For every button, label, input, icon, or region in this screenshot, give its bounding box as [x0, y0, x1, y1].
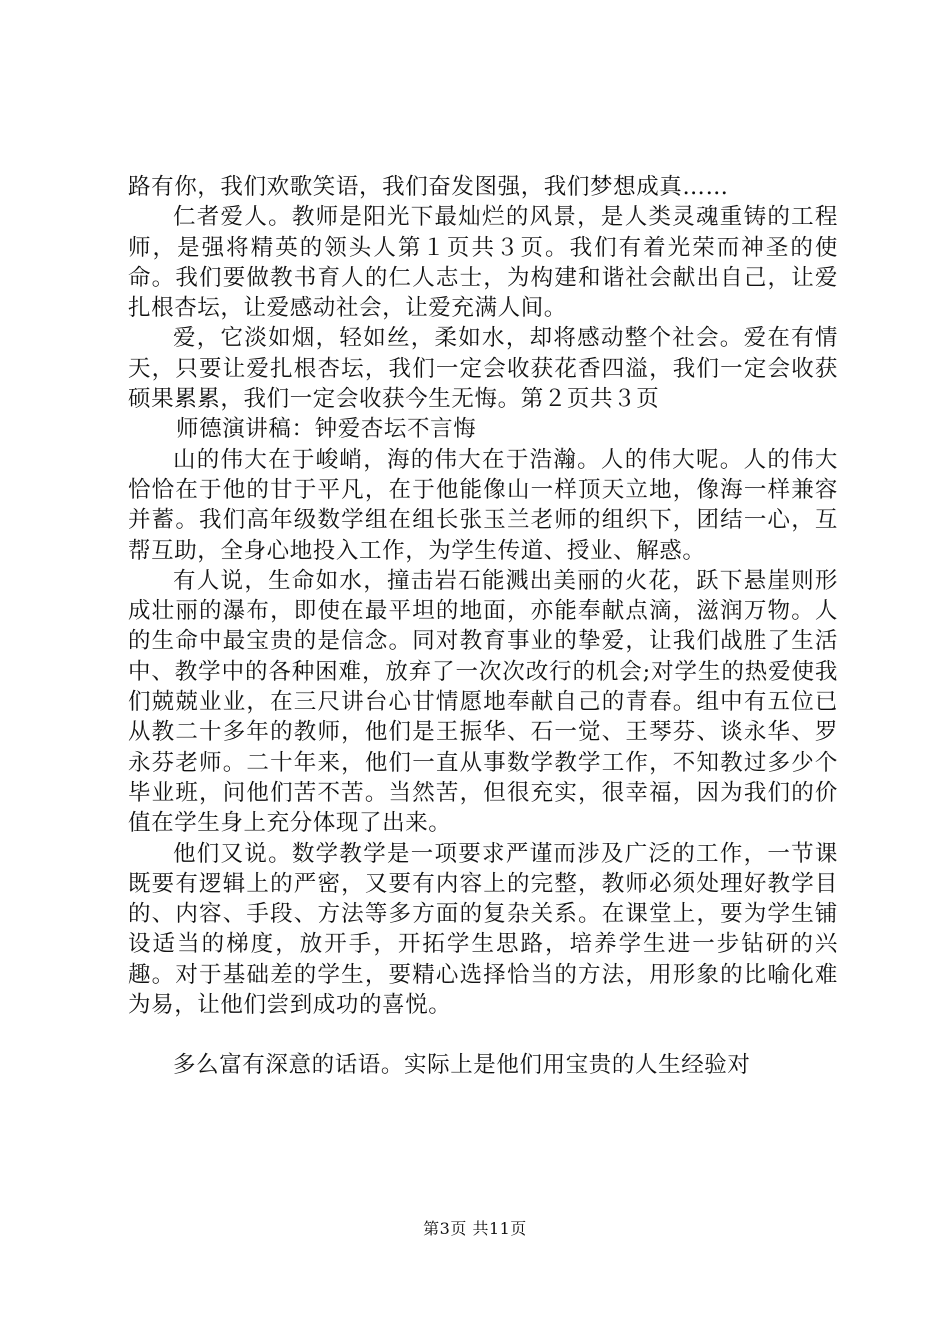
paragraph-love: 爱，它淡如烟，轻如丝，柔如水，却将感动整个社会。爱在有情天，只要让爱扎根杏坛，我们一定会收获花香四溢，我们一定会收获硕果累累，我们一定会收获今生无悔。第２页共３页: [128, 325, 838, 413]
page-number-footer: 第3页 共11页: [423, 1219, 527, 1238]
speech-title: 师德演讲稿：钟爱杏坛不言悔: [176, 416, 477, 443]
document-body: [128, 172, 838, 1081]
paragraph-meaningful-words: 多么富有深意的话语。实际上是他们用宝贵的人生经验对: [173, 1052, 751, 1079]
paragraph-they-said: 他们又说。数学教学是一项要求严谨而涉及广泛的工作，一节课既要有逻辑上的严密，又要有内容上的完整，教师必须处理好教学目的、内容、手段、方法等多方面的复杂关系。在课堂上，要为学生铺设适当的梯度，放开手，开拓学生思路，培养学生进一步钻研的兴趣。对于基础差的学生，要精心选择恰当的方法，用形象的比喻化难为易，让他们尝到成功的喜悦。: [128, 840, 838, 1019]
paragraph-mountain-sea: 山的伟大在于峻峭，海的伟大在于浩瀚。人的伟大呢。人的伟大恰恰在于他的甘于平凡，在于他能像山一样顶天立地，像海一样兼容并蓄。我们高年级数学组在组长张玉兰老师的组织下，团结一心，互帮互助，全身心地投入工作，为学生传道、授业、解惑。: [128, 446, 838, 564]
paragraph-life-like-water: 有人说，生命如水，撞击岩石能溅出美丽的火花，跃下悬崖则形成壮丽的瀑布，即使在最平坦的地面，亦能奉献点滴，滋润万物。人的生命中最宝贵的是信念。同对教育事业的挚爱，让我们战胜了生活中、教学中的各种困难，放弃了一次次改行的机会;对学生的热爱使我们兢兢业业，在三尺讲台心甘情愿地奉献自己的青春。组中有五位已从教二十多年的教师，他们是王振华、石一觉、王琴芬、谈永华、罗永芬老师。二十年来，他们一直从事数学教学工作，不知教过多少个毕业班，问他们苦不苦。当然苦，但很充实，很幸福，因为我们的价值在学生身上充分体现了出来。: [128, 567, 838, 837]
paragraph-continuation: 路有你，我们欢歌笑语，我们奋发图强，我们梦想成真……: [128, 174, 729, 200]
paragraph-benevolence: 仁者爱人。教师是阳光下最灿烂的风景，是人类灵魂重铸的工程师，是强将精英的领头人第１页共３页。我们有着光荣而神圣的使命。我们要做教书育人的仁人志士，为构建和谐社会献出自己，让爱扎根杏坛，让爱感动社会，让爱充满人间。: [128, 204, 838, 322]
